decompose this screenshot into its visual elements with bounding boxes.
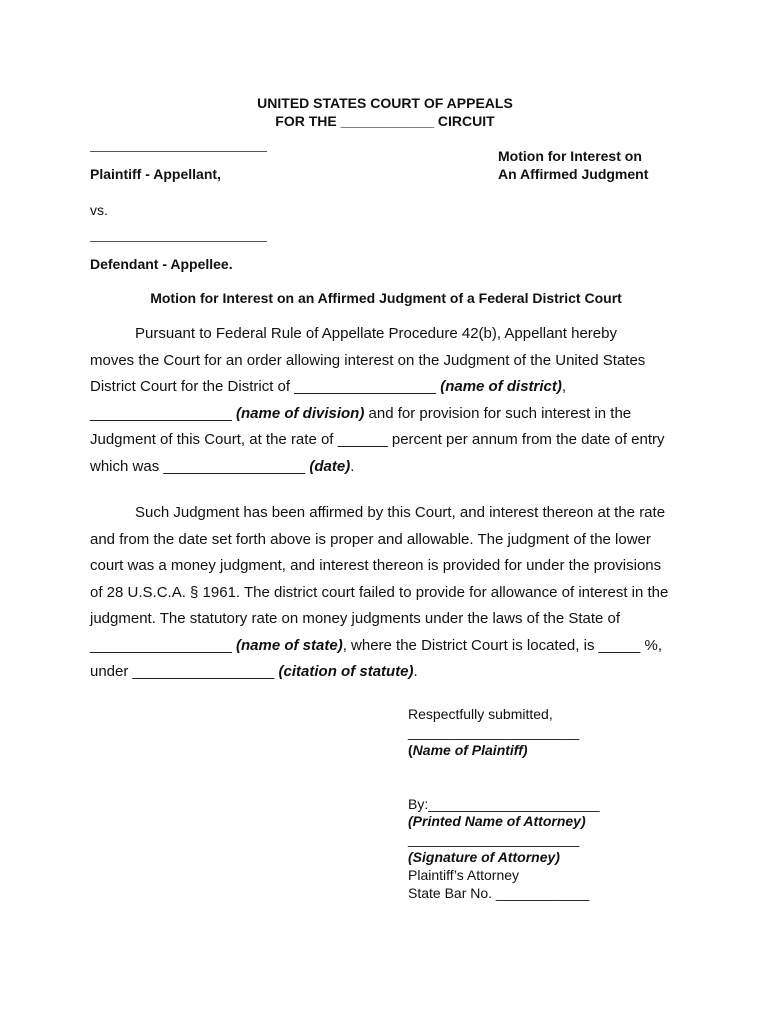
p1-line1: Pursuant to Federal Rule of Appellate Procedure 42(b), Appellant hereby	[135, 325, 617, 342]
motion-caption-line2: An Affirmed Judgment	[498, 166, 649, 182]
state-bar-number: State Bar No. ____________	[408, 885, 590, 901]
versus-text: vs.	[90, 202, 108, 218]
plaintiff-label: Plaintiff - Appellant,	[90, 166, 221, 182]
p1-line4-text: and for provision for such interest in the	[364, 404, 632, 422]
attorney-signature-line: ______________________	[408, 831, 580, 847]
p1-line6-text: which was _________________	[90, 457, 310, 475]
court-name: UNITED STATES COURT OF APPEALS	[257, 95, 513, 111]
p2-line1: Such Judgment has been affirmed by this Court, and interest thereon at the rate	[135, 504, 666, 521]
p1-line3-text: District Court for the District of _________________	[90, 378, 441, 395]
defendant-name-line	[90, 240, 267, 242]
placeholder-statute: (citation of statute)	[278, 663, 414, 680]
p1-line4	[90, 401, 682, 428]
signature-attorney-label: (Signature of Attorney)	[408, 849, 560, 865]
p2-line6-blank: _________________	[90, 636, 236, 654]
printed-name-attorney: (Printed Name of Attorney)	[408, 813, 586, 829]
plaintiff-signature-line: ______________________	[408, 724, 580, 740]
p1-line3-end: ,	[561, 378, 567, 395]
p2-line7	[90, 659, 682, 686]
p2-line7-end: .	[413, 663, 418, 680]
plaintiff-name-placeholder	[408, 742, 528, 758]
placeholder-date: (date)	[309, 457, 351, 475]
p2-line5: judgment. The statutory rate on money judgments under the laws of the State of	[90, 610, 621, 627]
paragraph-1	[90, 321, 682, 480]
circuit-line: FOR THE ____________ CIRCUIT	[275, 113, 495, 129]
attorney-role: Plaintiff’s Attorney	[408, 867, 520, 883]
p1-line3	[90, 374, 682, 401]
paragraph-2	[90, 500, 682, 686]
placeholder-division: (name of division)	[236, 404, 365, 422]
p1-line2: moves the Court for an order allowing interest on the Judgment of the United States	[90, 351, 646, 369]
closing-text: Respectfully submitted,	[408, 706, 553, 722]
p2-line7-text: under _________________	[90, 663, 279, 680]
p2-line3: court was a money judgment, and interest thereon is provided for under the provisions	[90, 557, 662, 574]
p1-line4-blank: _________________	[90, 404, 236, 422]
motion-title: Motion for Interest on an Affirmed Judgment of a Federal District Court	[150, 290, 622, 306]
p2-line6	[90, 633, 682, 660]
p1-line6-end: .	[350, 457, 355, 475]
by-line: By:______________________	[408, 796, 600, 812]
placeholder-state: (name of state)	[236, 636, 343, 654]
p1-line5: Judgment of this Court, at the rate of ______ percent per annum from the date of entry	[90, 431, 665, 448]
p1-line6	[90, 454, 682, 481]
plaintiff-paren: (	[408, 742, 413, 758]
p2-line2: and from the date set forth above is proper and allowable. The judgment of the lower	[90, 530, 651, 548]
p2-line6-text: , where the District Court is located, is _____ %,	[342, 636, 662, 654]
p2-line4: of 28 U.S.C.A. § 1961. The district court failed to provide for allowance of interest in the	[90, 583, 669, 601]
plaintiff-name-text: Name of Plaintiff)	[412, 742, 528, 758]
motion-caption-line1: Motion for Interest on	[498, 148, 642, 164]
defendant-label: Defendant - Appellee.	[90, 256, 233, 272]
plaintiff-name-line	[90, 150, 267, 152]
placeholder-district: (name of district)	[440, 378, 562, 395]
